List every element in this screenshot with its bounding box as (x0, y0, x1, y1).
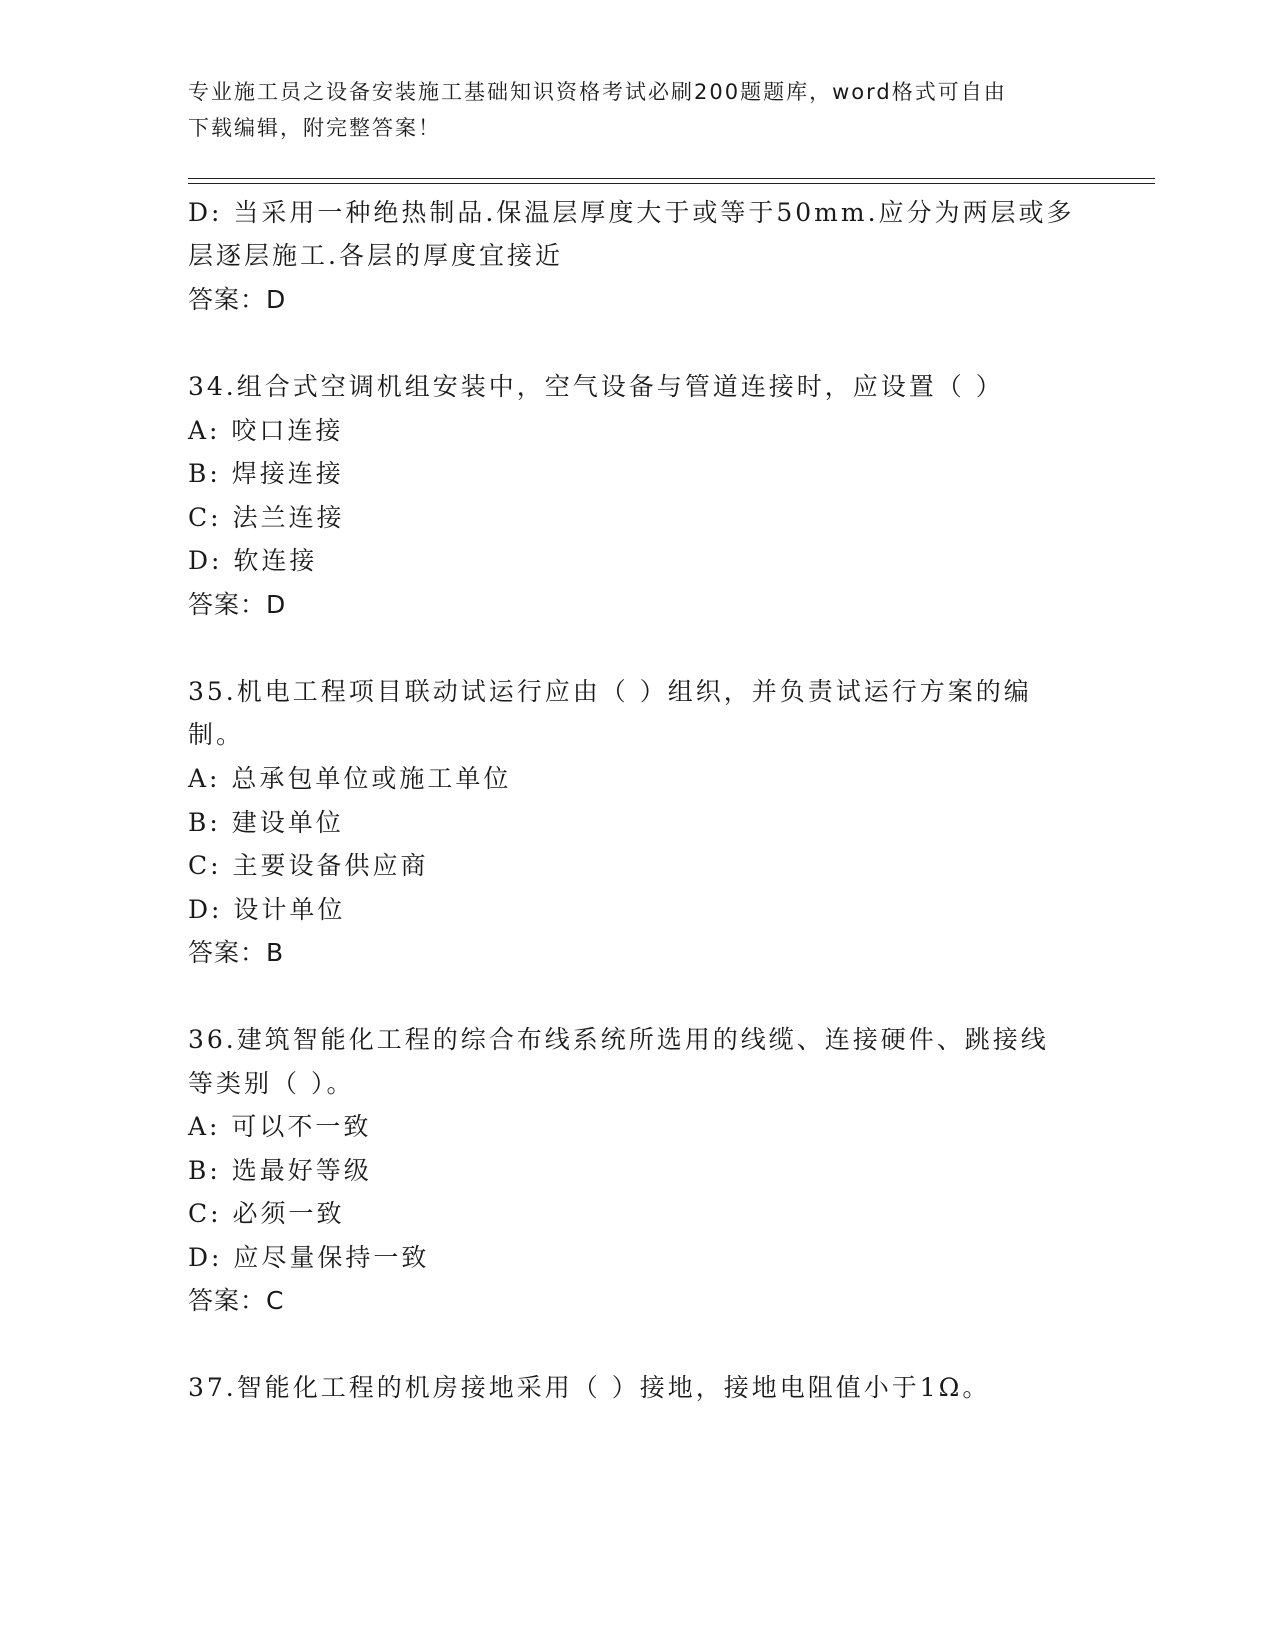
q36-stem-line-2: 等类别（ ）。 (188, 1069, 355, 1098)
q35-option-b: B: 建设单位 (188, 808, 344, 837)
q33-answer: 答案：D (188, 285, 287, 314)
q34-option-c: C: 法兰连接 (188, 503, 345, 532)
q35-option-c: C: 主要设备供应商 (188, 851, 429, 880)
header-line-2: 下载编辑，附完整答案！ (188, 116, 441, 140)
q37-stem: 37.智能化工程的机房接地采用（ ）接地，接地电阻值小于1Ω。 (188, 1373, 991, 1402)
q34-option-b: B: 焊接连接 (188, 459, 344, 488)
q36-option-a: A: 可以不一致 (188, 1112, 372, 1141)
header-divider-top (188, 178, 1155, 179)
header-divider-bottom (188, 183, 1155, 184)
q34-option-d: D: 软连接 (188, 546, 318, 575)
q34-option-a: A: 咬口连接 (188, 416, 344, 445)
document-header (188, 74, 1088, 146)
q35-stem-line-1: 35.机电工程项目联动试运行应由（ ）组织，并负责试运行方案的编 (188, 677, 1032, 706)
q33-option-d-line-1: D: 当采用一种绝热制品.保温层厚度大于或等于50mm.应分为两层或多 (188, 198, 1075, 227)
q35-answer: 答案：B (188, 938, 285, 967)
q36-option-d: D: 应尽量保持一致 (188, 1243, 430, 1272)
q34-answer: 答案：D (188, 590, 287, 619)
header-line-1: 专业施工员之设备安装施工基础知识资格考试必刷200题题库，word格式可自由 (188, 80, 1007, 104)
q35-option-a: A: 总承包单位或施工单位 (188, 764, 512, 793)
q34-stem: 34.组合式空调机组安装中，空气设备与管道连接时，应设置（ ） (188, 372, 1004, 401)
q36-answer: 答案：C (188, 1286, 285, 1315)
q36-option-b: B: 选最好等级 (188, 1156, 372, 1185)
q35-option-d: D: 设计单位 (188, 895, 346, 924)
q35-stem-line-2: 制。 (188, 720, 245, 749)
q36-option-c: C: 必须一致 (188, 1199, 345, 1228)
q36-stem-line-1: 36.建筑智能化工程的综合布线系统所选用的线缆、连接硬件、跳接线 (188, 1025, 1049, 1054)
q33-option-d-line-2: 层逐层施工.各层的厚度宜接近 (188, 241, 563, 270)
